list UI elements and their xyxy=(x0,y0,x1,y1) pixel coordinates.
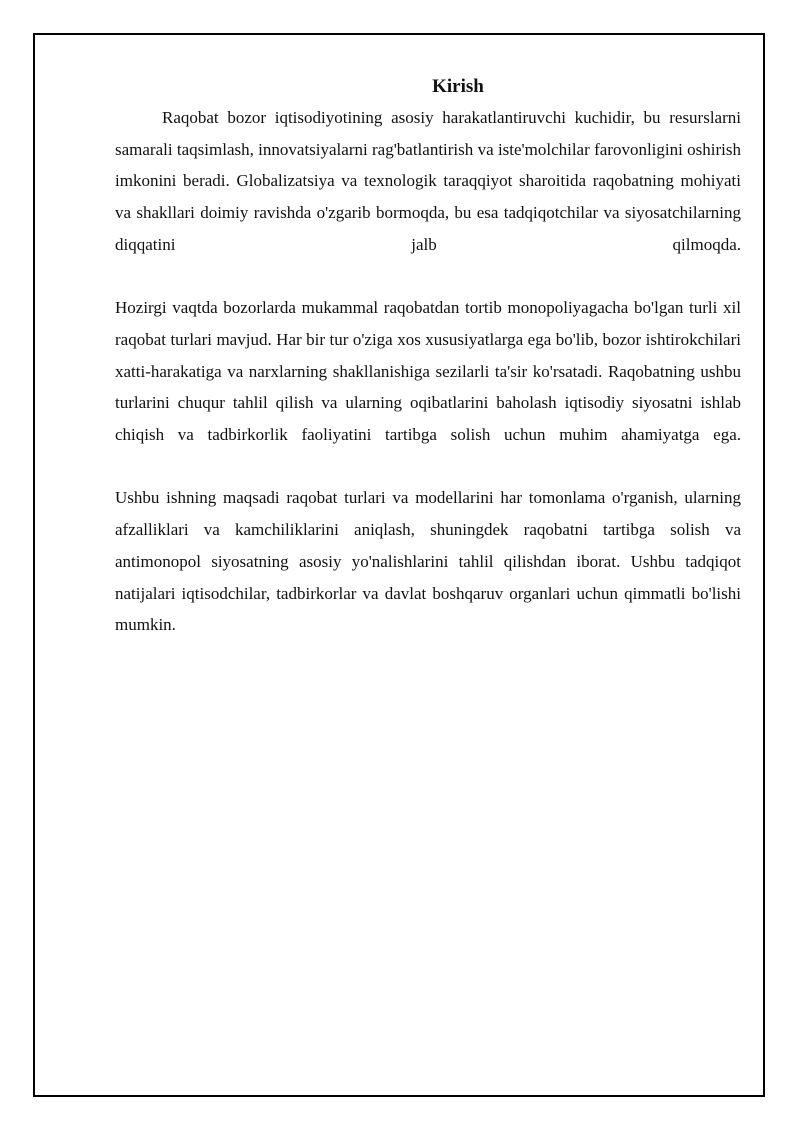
paragraph-competition-types: Hozirgi vaqtda bozorlarda mukammal raqobatdan tortib monopoliyagacha bo'lgan turli xil raqobat turlari mavjud. Har bir tur o'ziga xos xususiyatlarga ega bo'lib, bozor ishtirokchilari xatti-harakatiga va narxlarning shakllanishiga sezilarli ta'sir ko'rsatadi. Raqobatning ushbu turlarini chuqur tahlil qilish va ularning oqibatlarini baholash iqtisodiy siyosatni ishlab chiqish va tadbirkorlik faoliyatini tartibga solish uchun muhim ahamiyatga ega. xyxy=(115,298,741,445)
paragraph-intro: Raqobat bozor iqtisodiyotining asosiy harakatlantiruvchi kuchidir, bu resurslarni samarali taqsimlash, innovatsiyalarni rag'batlantirish va iste'molchilar farovonligini oshirish imkonini beradi. Globalizatsiya va texnologik taraqqiyot sharoitida raqobatning mohiyati va shakllari doimiy ravishda o'zgarib bormoqda, bu esa tadqiqotchilar va siyosatchilarning diqqatini jalb qilmoqda. xyxy=(115,108,741,254)
page-title: Kirish xyxy=(432,76,484,97)
paragraph-aim: Ushbu ishning maqsadi raqobat turlari va modellarini har tomonlama o'rganish, ularning afzalliklari va kamchiliklarini aniqlash, shuningdek raqobatni tartibga solish va antimonopol siyosatning asosiy yo'nalishlarini tahlil qilishdan iborat. Ushbu tadqiqot natijalari iqtisodchilar, tadbirkorlar va davlat boshqaruv organlari uchun qimmatli bo'lishi mumkin. xyxy=(115,488,741,635)
document-body xyxy=(115,72,741,641)
paragraph-spacer xyxy=(115,261,741,293)
paragraph-spacer xyxy=(115,451,741,483)
